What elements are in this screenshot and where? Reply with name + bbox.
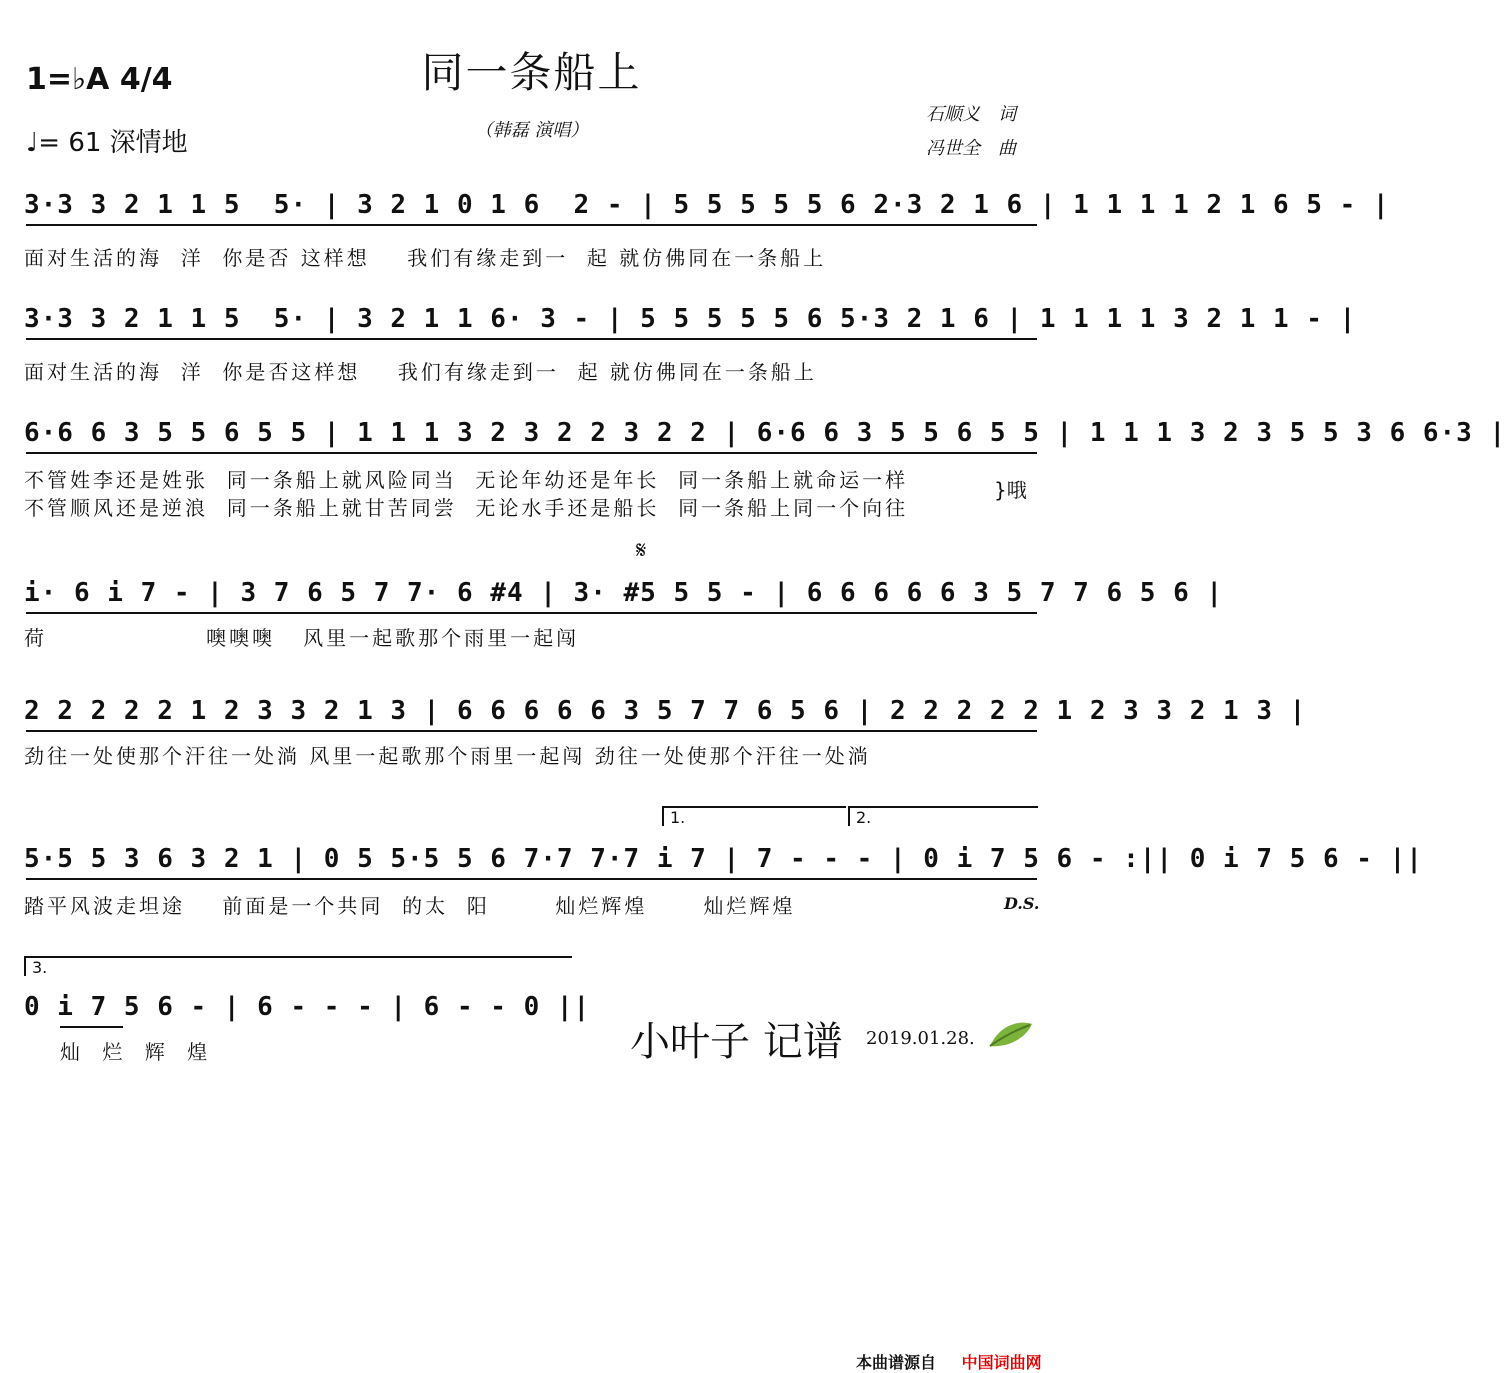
lyric-line: 灿 烂 辉 煌 [60, 1040, 216, 1064]
beam-line [26, 878, 1037, 880]
lyric-line: 面对生活的海 洋 你是否这样想 我们有缘走到一 起 就仿佛同在一条船上 [24, 360, 817, 384]
lyricist-credit: 石顺义 词 [926, 104, 1016, 125]
source-site-link[interactable]: 中国词曲网 [961, 1353, 1042, 1372]
dal-segno-mark: D.S. [1004, 894, 1040, 913]
lyric-line: 劲往一处使那个汗往一处淌 风里一起歌那个雨里一起闯 劲往一处使那个汗往一处淌 [24, 744, 871, 768]
beam-line [26, 338, 1037, 340]
song-title: 同一条船上 [421, 48, 642, 97]
volta-bracket-3: 3. [24, 956, 572, 976]
source-label: 本曲谱源自 [856, 1353, 937, 1372]
lyric-line-verse-1: 不管姓李还是姓张 同一条船上就风险同当 无论年幼还是年长 同一条船上就命运一样 [24, 468, 909, 492]
lyric-line: 荷 噢噢噢 风里一起歌那个雨里一起闯 [24, 626, 580, 650]
verse-brace-lyric: }哦 [994, 478, 1027, 502]
lyric-line-verse-2: 不管顺风还是逆浪 同一条船上就甘苦同尝 无论水手还是船长 同一条船上同一个向往 [24, 496, 909, 520]
notation-line: 3·3 3 2 1 1 5 5· | 3 2 1 0 1 6 2 - | 5 5 5 5 5 6 2·3 2 1 6 | 1 1 1 1 2 1 6 5 - | [24, 190, 1390, 220]
beam-line [26, 452, 1037, 454]
leaf-icon [986, 1018, 1034, 1050]
notation-line: 3·3 3 2 1 1 5 5· | 3 2 1 1 6· 3 - | 5 5 5 5 5 6 5·3 2 1 6 | 1 1 1 1 3 2 1 1 - | [24, 304, 1357, 334]
notation-line: 2 2 2 2 2 1 2 3 3 2 1 3 | 6 6 6 6 6 3 5 7 7 6 5 6 | 2 2 2 2 2 1 2 3 3 2 1 3 | [24, 696, 1307, 726]
key-signature: 1=♭A 4/4 [26, 62, 173, 97]
beam-line [26, 612, 1037, 614]
segno-sign: 𝄋 [636, 536, 647, 564]
notation-line: 5·5 5 3 6 3 2 1 | 0 5 5·5 5 6 7·7 7·7 i 7 | 7 - - - | 0 i 7 5 6 - :|| 0 i 7 5 6 - || [24, 844, 1423, 874]
composer-credit: 冯世全 曲 [926, 138, 1016, 159]
transcription-date: 2019.01.28. [866, 1028, 975, 1049]
transcriber-signature: 小叶子 记谱 [630, 1019, 843, 1065]
notation-line: 0 i 7 5 6 - | 6 - - - | 6 - - 0 || [24, 992, 591, 1022]
volta-bracket-2: 2. [848, 806, 1038, 826]
notation-line: 6·6 6 3 5 5 6 5 5 | 1 1 1 3 2 3 2 2 3 2 2 | 6·6 6 3 5 5 6 5 5 | 1 1 1 3 2 3 5 5 3 6 6·3 | [24, 418, 1506, 448]
footer-attribution [856, 1350, 1042, 1373]
notation-line: i· 6 i 7 - | 3 7 6 5 7 7· 6 #4 | 3· #5 5 5 - | 6 6 6 6 6 3 5 7 7 6 5 6 | [24, 578, 1224, 608]
performer-credit: （韩磊 演唱） [474, 120, 589, 141]
beam-line [26, 730, 1037, 732]
volta-bracket-1: 1. [662, 806, 846, 826]
lyric-line: 踏平风波走坦途 前面是一个共同 的太 阳 灿烂辉煌 灿烂辉煌 [24, 894, 796, 918]
lyric-line: 面对生活的海 洋 你是否 这样想 我们有缘走到一 起 就仿佛同在一条船上 [24, 246, 827, 270]
beam-line [26, 224, 1037, 226]
tempo-marking: ♩= 61 深情地 [26, 128, 188, 158]
beam-line [60, 1026, 123, 1028]
